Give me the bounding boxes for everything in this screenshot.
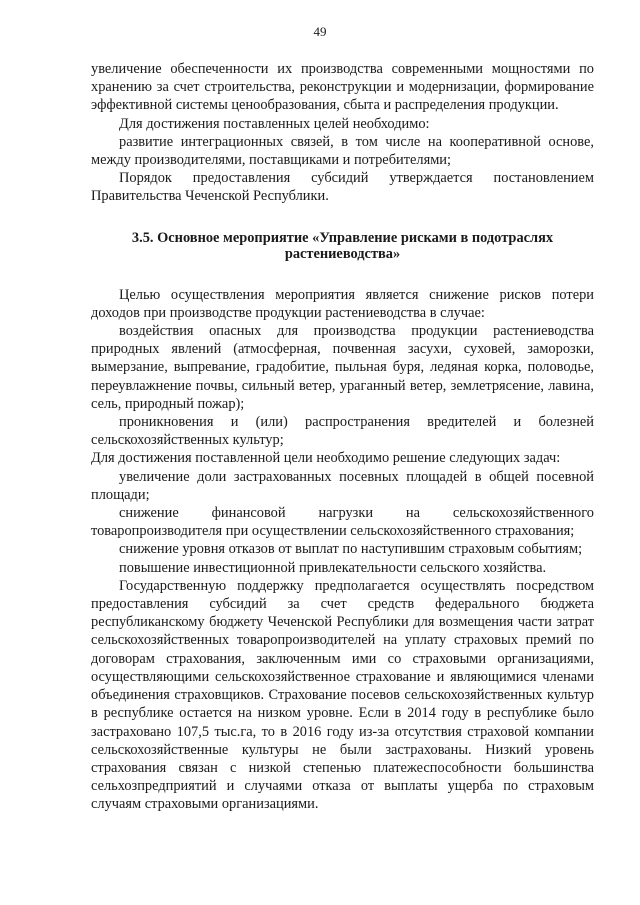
paragraph-state-support: Государственную поддержку предполагается осуществлять посредством предоставления субсидий за счет средств федерального бюджета республиканскому бюджету Чеченской Республики для возмещения части затрат сельскохозяйственных товаропроизводителей на уплату страховых премий по договорам страхования, заключенным ими со страховыми организациями, осуществляющими сельскохозяйственное страхование и являющимися членами объединения страховщиков. Страхование посевов сельскохозяйственных культур в республике остается на низком уровне. Если в 2014 году в республике было застраховано 107,5 тыс.га, то в 2016 году из-за отсутствия страховой компании сельскохозяйственные культуры не были застрахованы. Низкий уровень страхования связан с низкой степенью платежеспособности большинства сельхозпредприятий и случаями отказа от выплаты ущерба по страховым случаям страховыми организациями.: [91, 577, 594, 813]
paragraph-task-4: повышение инвестиционной привлекательности сельского хозяйства.: [119, 559, 547, 576]
paragraph-natural-hazards: воздействия опасных для производства продукции растениеводства природных явлений (атмосферная, почвенная засухи, суховей, заморозки, вымерзание, выпревание, градобитие, пыльная буря, ледяная корка, половодье, переувлажнение почвы, сильный ветер, ураганный ветер, землетрясение, лавина, сель, природный пожар);: [91, 323, 594, 412]
paragraph-task-2: снижение финансовой нагрузки на сельскохозяйственного товаропроизводителя при осуществлении сельскохозяйственного страхования;: [91, 505, 594, 540]
document-body: [91, 60, 594, 814]
page-number: 49: [313, 24, 327, 39]
paragraph-intro-3: развитие интеграционных связей, в том числе на кооперативной основе, между производителями, поставщиками и потребителями;: [91, 133, 594, 169]
paragraph-task-3: снижение уровня отказов от выплат по наступившим страховым событиям;: [119, 541, 583, 558]
paragraph-tasks-intro: Для достижения поставленной цели необходимо решение следующих задач:: [91, 450, 561, 467]
paragraph-intro-4: Порядок предоставления субсидий утверждается постановлением Правительства Чеченской Республики.: [91, 170, 594, 205]
paragraph-intro-1: увеличение обеспеченности их производства современными мощностями по хранению за счет строительства, реконструкции и модернизации, формирование эффективной системы ценообразования, сбыта и распределения продукции.: [91, 61, 594, 114]
paragraph-intro-2: Для достижения поставленных целей необходимо:: [119, 115, 430, 132]
section-heading: 3.5. Основное мероприятие «Управление рисками в подотраслях растениеводства»: [131, 229, 554, 262]
paragraph-pests: проникновения и (или) распространения вредителей и болезней сельскохозяйственных культур;: [91, 414, 594, 449]
paragraph-goal: Целью осуществления мероприятия является снижение рисков потери доходов при производстве продукции растениеводства в случае:: [91, 286, 594, 321]
paragraph-task-1: увеличение доли застрахованных посевных площадей в общей посевной площади;: [91, 468, 594, 503]
